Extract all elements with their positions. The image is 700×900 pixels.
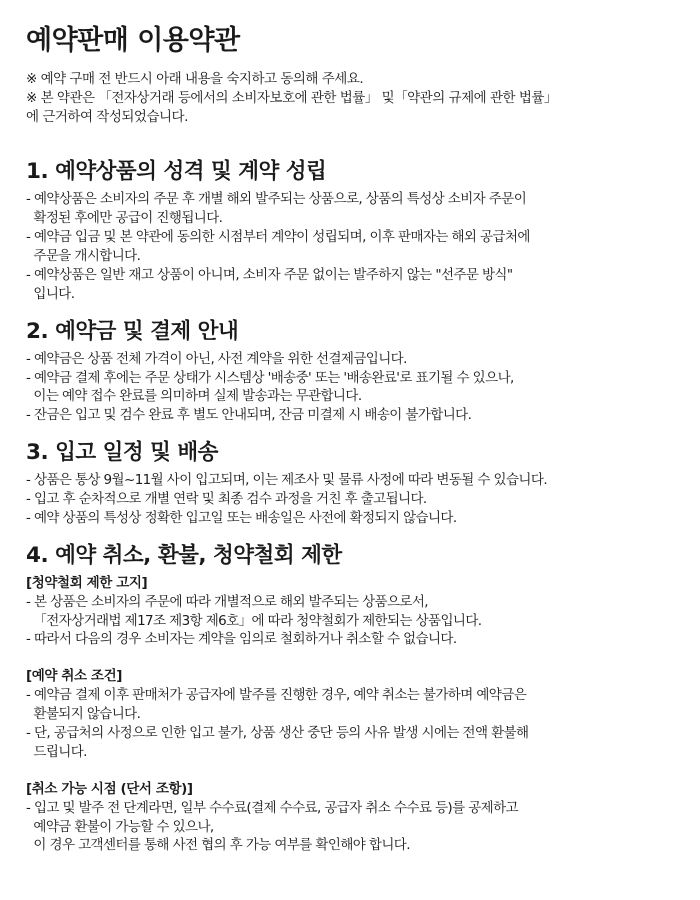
list-item: - 예약금은 상품 전체 가격이 아닌, 사전 계약을 위한 선결제금입니다.	[26, 350, 407, 367]
list-item: - 예약상품은 소비자의 주문 후 개별 해외 발주되는 상품으로, 상품의 특성상 소비자 주문이	[26, 191, 527, 208]
notice-block	[26, 70, 674, 127]
notice-line: 에 근거하여 작성되었습니다.	[26, 108, 188, 125]
subsection-title: [취소 가능 시점 (단서 조항)]	[26, 780, 193, 797]
list-item: 드립니다.	[26, 743, 87, 760]
notice-line: ※ 본 약관은 「전자상거래 등에서의 소비자보호에 관한 법률」 및「약관의 규제에 관한 법률」	[26, 89, 557, 106]
section-heading: 4. 예약 취소, 환불, 청약철회 제한	[26, 542, 342, 568]
section-cancellation	[26, 542, 674, 856]
section-heading: 1. 예약상품의 성격 및 계약 성립	[26, 159, 327, 185]
section-shipping	[26, 439, 674, 528]
list-item: 예약금 환불이 가능할 수 있으나,	[26, 818, 214, 835]
list-item: 환불되지 않습니다.	[26, 706, 141, 723]
page-title: 예약판매 이용약관	[26, 25, 240, 56]
list-item: - 상품은 통상 9월~11월 사이 입고되며, 이는 제조사 및 물류 사정에 따라 변동될 수 있습니다.	[26, 472, 548, 489]
subsection-title: [청약철회 제한 고지]	[26, 574, 148, 591]
section-heading: 2. 예약금 및 결제 안내	[26, 318, 239, 344]
list-item: - 잔금은 입고 및 검수 완료 후 별도 안내되며, 잔금 미결제 시 배송이 불가합니다.	[26, 407, 472, 424]
list-item: 이는 예약 접수 완료를 의미하며 실제 발송과는 무관합니다.	[26, 388, 362, 405]
list-item: 이 경우 고객센터를 통해 사전 협의 후 가능 여부를 확인해야 합니다.	[26, 837, 410, 854]
list-item: - 예약금 입금 및 본 약관에 동의한 시점부터 계약이 성립되며, 이후 판매자는 해외 공급처에	[26, 229, 530, 246]
list-item: 입니다.	[26, 285, 75, 302]
notice-line: ※ 예약 구매 전 반드시 아래 내용을 숙지하고 동의해 주세요.	[26, 70, 364, 87]
list-item: - 따라서 다음의 경우 소비자는 계약을 임의로 철회하거나 취소할 수 없습니다.	[26, 631, 457, 648]
list-item: 확정된 후에만 공급이 진행됩니다.	[26, 210, 223, 227]
list-item: 「전자상거래법 제17조 제3항 제6호」에 따라 청약철회가 제한되는 상품입니다.	[26, 612, 482, 629]
section-deposit	[26, 318, 674, 426]
list-item: - 예약 상품의 특성상 정확한 입고일 또는 배송일은 사전에 확정되지 않습니다.	[26, 509, 457, 526]
list-item: - 예약상품은 일반 재고 상품이 아니며, 소비자 주문 없이는 발주하지 않는 "선주문 방식"	[26, 266, 513, 283]
list-item: - 단, 공급처의 사정으로 인한 입고 불가, 상품 생산 중단 등의 사유 발생 시에는 전액 환불해	[26, 724, 529, 741]
list-item: - 예약금 결제 후에는 주문 상태가 시스템상 '배송중' 또는 '배송완료'로 표기될 수 있으나,	[26, 369, 514, 386]
list-item: - 본 상품은 소비자의 주문에 따라 개별적으로 해외 발주되는 상품으로서,	[26, 593, 428, 610]
subsection-title: [예약 취소 조건]	[26, 668, 122, 685]
list-item: - 예약금 결제 이후 판매처가 공급자에 발주를 진행한 경우, 예약 취소는 불가하며 예약금은	[26, 687, 527, 704]
list-item: 주문을 개시합니다.	[26, 248, 141, 265]
section-contract	[26, 158, 674, 303]
list-item: - 입고 후 순차적으로 개별 연락 및 최종 검수 과정을 거친 후 출고됩니다.	[26, 491, 427, 508]
section-heading: 3. 입고 일정 및 배송	[26, 440, 218, 466]
list-item: - 입고 및 발주 전 단계라면, 일부 수수료(결제 수수료, 공급자 취소 수수료 등)를 공제하고	[26, 799, 518, 816]
